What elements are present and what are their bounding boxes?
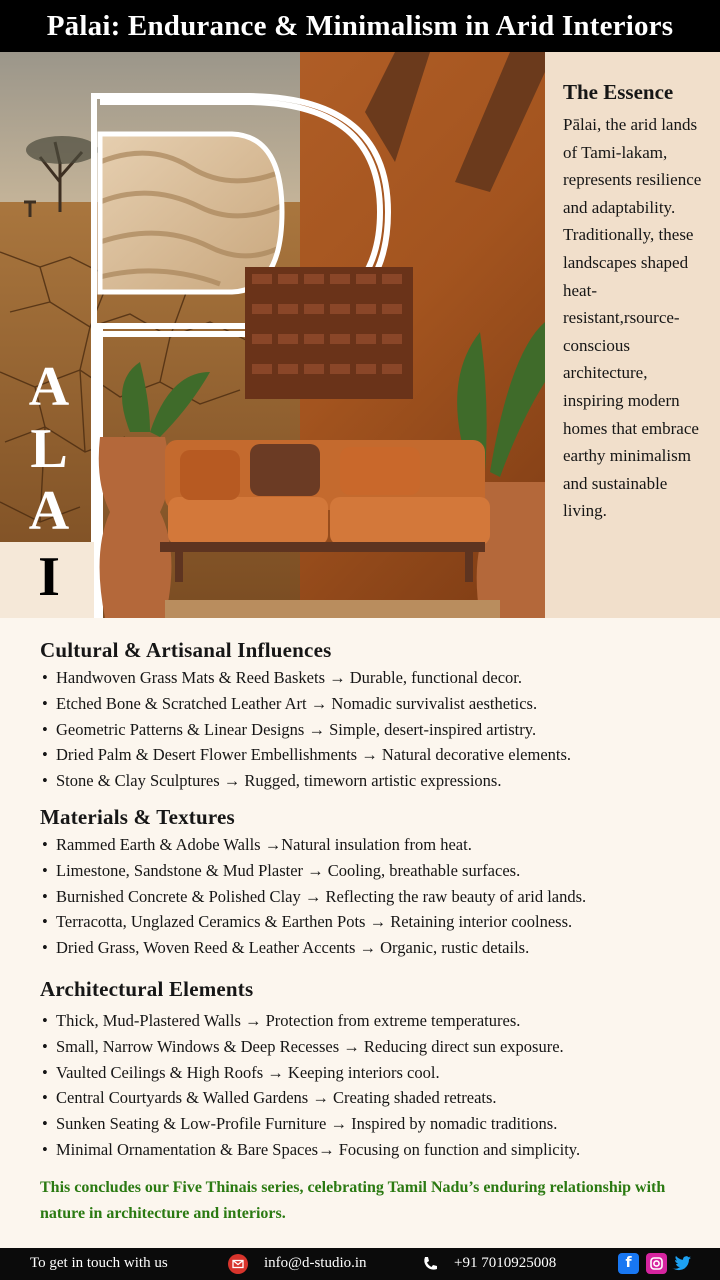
vertical-letter: I: [38, 546, 60, 608]
section-heading: Materials & Textures: [40, 804, 235, 829]
contact-label: To get in touch with us: [30, 1255, 168, 1271]
content-body: [0, 618, 720, 1248]
section-cultural-influences: [40, 638, 700, 794]
list-item: • Minimal Ornamentation & Bare Spaces→ Focusing on function and simplicity.: [40, 1137, 700, 1163]
essence-body: Pālai, the arid lands of Tami-lakam, represents resilience and adaptability. Traditionally, these landscapes shaped heat-resistant,rsource-conscious architecture, inspiring modern homes that embrace earthy minimalism and sustainable living.: [563, 115, 702, 521]
contact-footer: [0, 1248, 720, 1280]
vertical-letter: A: [28, 480, 70, 542]
twitter-icon[interactable]: [670, 1253, 691, 1274]
list-item: • Limestone, Sandstone & Mud Plaster → Cooling, breathable surfaces.: [40, 858, 700, 884]
bullet-list: [40, 832, 700, 961]
hero-banner: [0, 52, 720, 618]
title-bar: [0, 0, 720, 52]
list-item: • Dried Grass, Woven Reed & Leather Accents → Organic, rustic details.: [40, 935, 700, 961]
phone-icon: [420, 1254, 440, 1274]
essence-heading: The Essence: [563, 80, 674, 104]
list-item: • Stone & Clay Sculptures → Rugged, timeworn artistic expressions.: [40, 768, 700, 794]
bullet-list: [40, 665, 700, 794]
list-item: • Burnished Concrete & Polished Clay → Reflecting the raw beauty of arid lands.: [40, 884, 700, 910]
section-heading: Cultural & Artisanal Influences: [40, 638, 332, 662]
section-heading: Architectural Elements: [40, 976, 254, 1001]
essence-panel: [545, 52, 720, 618]
list-item: • Dried Palm & Desert Flower Embellishments → Natural decorative elements.: [40, 742, 700, 768]
list-item: • Rammed Earth & Adobe Walls →Natural insulation from heat.: [40, 832, 700, 858]
vertical-letter: A: [28, 356, 70, 418]
vertical-letter: L: [30, 418, 68, 480]
email-link[interactable]: info@d-studio.in: [264, 1255, 367, 1271]
list-item: • Vaulted Ceilings & High Roofs → Keeping interiors cool.: [40, 1060, 700, 1086]
instagram-icon[interactable]: [646, 1253, 667, 1274]
list-item: • Central Courtyards & Walled Gardens → Creating shaded retreats.: [40, 1085, 700, 1111]
mail-icon: [228, 1254, 248, 1274]
bullet-list: [40, 1008, 700, 1163]
vertical-pala-letters: [0, 357, 100, 617]
list-item: • Terracotta, Unglazed Ceramics & Earthen Pots → Retaining interior coolness.: [40, 909, 700, 935]
list-item: • Etched Bone & Scratched Leather Art → Nomadic survivalist aesthetics.: [40, 691, 700, 717]
list-item: • Small, Narrow Windows & Deep Recesses → Reducing direct sun exposure.: [40, 1034, 700, 1060]
facebook-icon[interactable]: f: [618, 1253, 639, 1274]
list-item: • Sunken Seating & Low-Profile Furniture → Inspired by nomadic traditions.: [40, 1111, 700, 1137]
section-materials-textures: [40, 805, 700, 961]
page-title: Pālai: Endurance & Minimalism in Arid Interiors: [46, 9, 674, 42]
conclusion-text: This concludes our Five Thinais series, celebrating Tamil Nadu’s enduring relationship with nature in architecture and interiors.: [40, 1178, 666, 1222]
phone-link[interactable]: +91 7010925008: [454, 1255, 557, 1271]
section-architectural-elements: [40, 977, 700, 1163]
list-item: • Handwoven Grass Mats & Reed Baskets → Durable, functional decor.: [40, 665, 700, 691]
list-item: • Geometric Patterns & Linear Designs → Simple, desert-inspired artistry.: [40, 717, 700, 743]
list-item: • Thick, Mud-Plastered Walls → Protection from extreme temperatures.: [40, 1008, 700, 1034]
